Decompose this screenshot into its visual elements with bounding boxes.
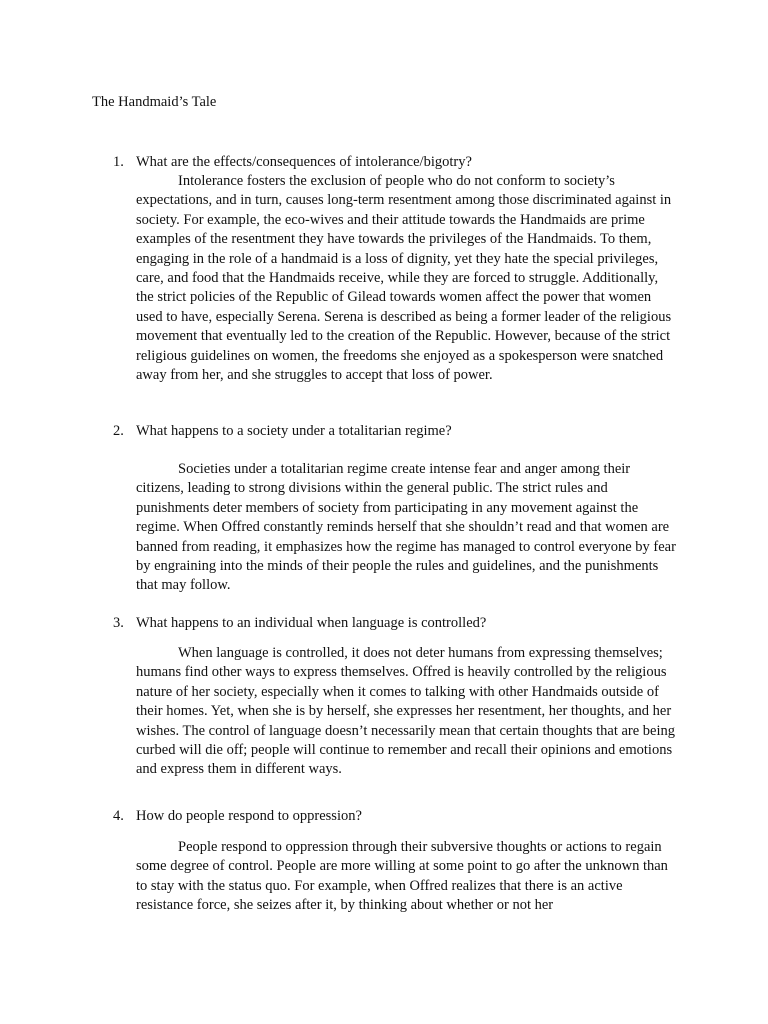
question-text: How do people respond to oppression? — [136, 808, 362, 824]
answer-paragraph: People respond to oppression through their subversive thoughts or actions to regain some degree of control. People are more willing at some point to go after the unknown than to stay with the status quo. For example, when Offred realizes that there is an active resistance force, she seizes after it, by thinking about whether or not her — [136, 839, 668, 914]
question-number: 3. — [113, 615, 124, 631]
document-title: The Handmaid’s Tale — [92, 94, 217, 110]
question-text: What are the effects/consequences of intolerance/bigotry? — [136, 154, 472, 170]
answer-paragraph: When language is controlled, it does not deter humans from expressing themselves; humans find other ways to express themselves. Offred is heavily controlled by the religious nature of her society, especially when it comes to talking with other Handmaids outside of their homes. Yet, when she is by herself, she expresses her resentment, her thoughts, and her wishes. The control of language doesn’t necessarily mean that certain thoughts that are being curbed will die off; people will continue to remember and recall their opinions and emotions and express them in different ways. — [136, 645, 676, 778]
question-text: What happens to an individual when language is controlled? — [136, 615, 487, 631]
question-number: 4. — [113, 808, 124, 824]
question-number: 1. — [113, 154, 124, 170]
answer-paragraph: Intolerance fosters the exclusion of people who do not conform to society’s expectations, and in turn, causes long-term resentment among those discriminated against in society. For example, the eco-wives and their attitude towards the Handmaids are prime examples of the resentment they have towards the privileges of the Handmaids. To them, engaging in the role of a handmaid is a loss of dignity, yet they hate the special privileges, care, and food that the Handmaids receive, while they are forced to struggle. Additionally, the strict policies of the Republic of Gilead towards women affect the power that women used to have, especially Serena. Serena is described as being a former leader of the religious movement that eventually led to the creation of the Republic. However, because of the strict religious guidelines on women, the freedoms she enjoyed as a spokesperson were snatched away from her, and she struggles to accept that loss of power. — [136, 173, 672, 384]
question-text: What happens to a society under a totalitarian regime? — [136, 423, 452, 439]
answer-paragraph: Societies under a totalitarian regime create intense fear and anger among their citizens, leading to strong divisions within the general public. The strict rules and punishments deter members of society from participating in any movement against the regime. When Offred constantly reminds herself that she shouldn’t read and that women are banned from reading, it emphasizes how the regime has managed to control everyone by fear by engraining into the minds of their people the rules and guidelines, and the punishments that may follow. — [136, 461, 676, 594]
question-number: 2. — [113, 423, 124, 439]
